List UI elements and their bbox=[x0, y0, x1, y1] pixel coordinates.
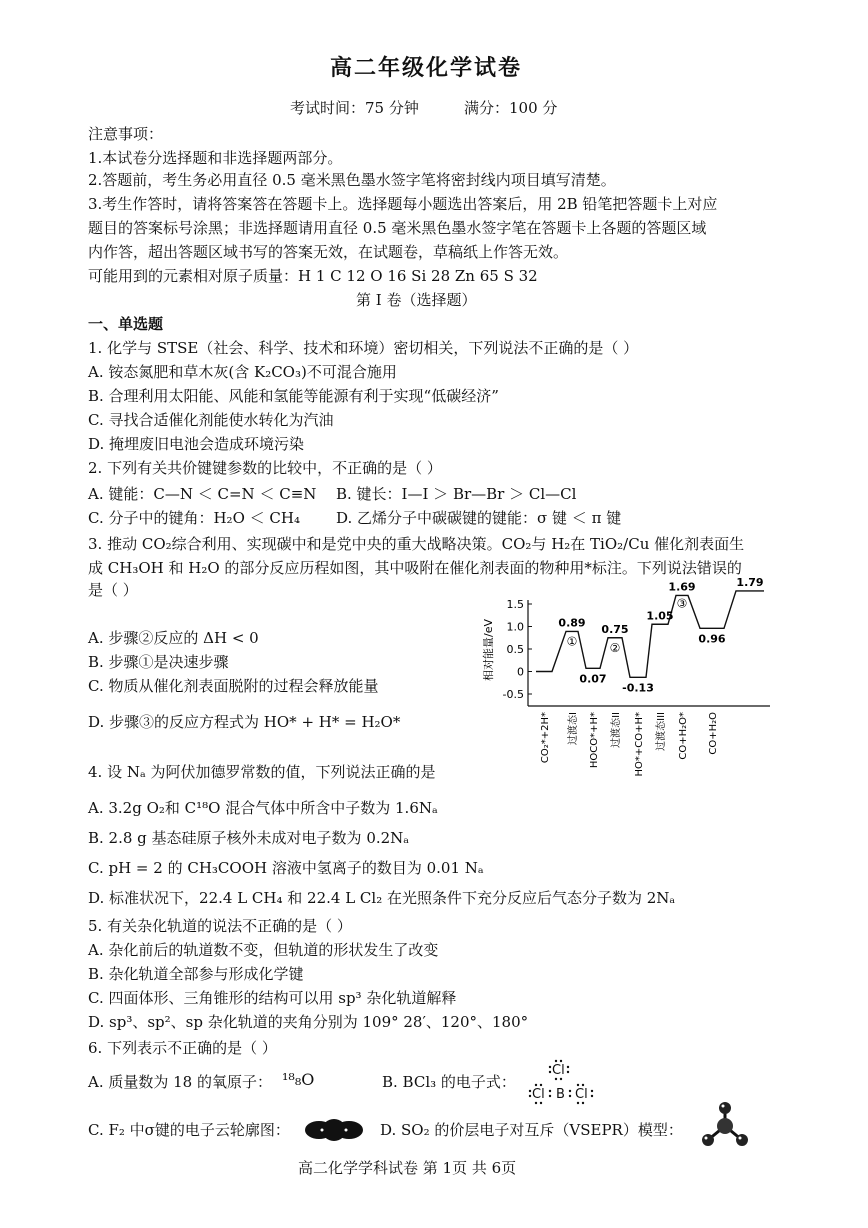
energy-value-label: 1.69 bbox=[668, 580, 696, 594]
q6-option-d: D. SO₂ 的价层电子对互斥（VSEPR）模型： bbox=[380, 1121, 683, 1139]
svg-text:Cl: Cl bbox=[552, 1063, 565, 1078]
q3-stem-line3: 是（ ） bbox=[88, 581, 138, 599]
q2-stem: 2. 下列有关共价键键参数的比较中，不正确的是（ ） bbox=[88, 459, 442, 477]
page-title: 高二年级化学试卷 bbox=[330, 55, 523, 81]
q5-stem: 5. 有关杂化轨道的说法不正确的是（ ） bbox=[88, 917, 352, 935]
x-category-label: 过渡态III bbox=[656, 712, 667, 751]
x-category-label: CO+H₂O bbox=[708, 712, 719, 755]
q3-option-d: D. 步骤③的反应方程式为 HO* + H* = H₂O* bbox=[88, 713, 401, 731]
y-tick-label: 0.5 bbox=[506, 643, 524, 656]
q4-option-b: B. 2.8 g 基态硅原子核外未成对电子数为 0.2Nₐ bbox=[88, 829, 410, 847]
energy-value-label: 0.75 bbox=[601, 622, 629, 636]
energy-value-label: -0.13 bbox=[622, 681, 654, 695]
x-category-label: 过渡态II bbox=[611, 712, 622, 748]
svg-text:B: B bbox=[556, 1087, 565, 1102]
q6-option-b: B. BCl₃ 的电子式： bbox=[382, 1073, 516, 1091]
q2-option-a: A. 键能：C—N ＜ C=N ＜ C≡N bbox=[88, 485, 317, 503]
note-1: 1.本试卷分选择题和非选择题两部分。 bbox=[88, 149, 343, 167]
energy-value-label: 1.05 bbox=[646, 609, 674, 623]
q1-option-a: A. 铵态氮肥和草木灰(含 K₂CO₃)不可混合施用 bbox=[88, 363, 397, 381]
x-category-label: HOCO*+H* bbox=[589, 712, 600, 769]
energy-value-label: 0.07 bbox=[579, 672, 607, 686]
exam-time: 考试时间：75 分钟 bbox=[290, 99, 419, 117]
step-marker: ② bbox=[609, 640, 621, 655]
q1-option-c: C. 寻找合适催化剂能使水转化为汽油 bbox=[88, 411, 334, 429]
step-marker: ③ bbox=[676, 596, 688, 611]
x-category-label: 过渡态I bbox=[568, 712, 579, 745]
q3-option-b: B. 步骤①是决速步骤 bbox=[88, 653, 229, 671]
svg-text:Cl: Cl bbox=[532, 1087, 545, 1102]
y-tick-label: 1.5 bbox=[506, 598, 524, 611]
note-3-line1: 3.考生作答时，请将答案答在答题卡上。选择题每小题选出答案后，用 2B 铅笔把答题卡上对应 bbox=[88, 195, 718, 213]
svg-text:Cl: Cl bbox=[575, 1087, 588, 1102]
y-tick-label: 0 bbox=[517, 665, 524, 679]
notes-heading: 注意事项： bbox=[88, 125, 164, 143]
q1-option-b: B. 合理利用太阳能、风能和氢能等能源有利于实现“低碳经济” bbox=[88, 387, 499, 405]
q1-stem: 1. 化学与 STSE（社会、科学、技术和环境）密切相关，下列说法不正确的是（ ） bbox=[88, 339, 639, 357]
energy-value-label: 1.79 bbox=[736, 575, 764, 589]
q2-option-b: B. 键长：I—I ＞ Br—Br ＞ Cl—Cl bbox=[336, 485, 577, 503]
q1-option-d: D. 掩埋废旧电池会造成环境污染 bbox=[88, 435, 305, 453]
energy-value-label: 0.96 bbox=[698, 632, 726, 646]
full-score: 满分：100 分 bbox=[464, 99, 558, 117]
y-axis-label: 相对能量/eV bbox=[482, 619, 495, 681]
q6-option-c: C. F₂ 中σ键的电子云轮廓图： bbox=[88, 1121, 290, 1139]
energy-value-label: 0.89 bbox=[558, 616, 586, 630]
so2-vsepr-model-icon bbox=[698, 1100, 752, 1150]
q5-option-d: D. sp³、sp²、sp 杂化轨道的夹角分别为 109° 28′、120°、180° bbox=[88, 1013, 529, 1031]
x-category-label: HO*+CO+H* bbox=[634, 712, 645, 777]
note-2: 2.答题前，考生务必用直径 0.5 毫米黑色墨水签字笔将密封线内项目填写清楚。 bbox=[88, 171, 616, 189]
q4-stem: 4. 设 Nₐ 为阿伏加德罗常数的值，下列说法正确的是 bbox=[88, 763, 436, 781]
q3-stem-line1: 3. 推动 CO₂综合利用、实现碳中和是党中央的重大战略决策。CO₂与 H₂在 TiO₂/Cu 催化剂表面生 bbox=[88, 535, 745, 553]
volume-heading: 第 I 卷（选择题） bbox=[356, 291, 477, 309]
oxygen-isotope-symbol: ¹⁸₈O bbox=[282, 1070, 315, 1089]
x-category-label: CO+H₂O* bbox=[678, 712, 689, 760]
sigma-bond-cloud-icon bbox=[304, 1118, 364, 1142]
y-tick-label: -0.5 bbox=[502, 688, 524, 701]
energy-profile-chart bbox=[478, 575, 778, 782]
q5-option-a: A. 杂化前后的轨道数不变，但轨道的形状发生了改变 bbox=[88, 941, 439, 959]
q6-stem: 6. 下列表示不正确的是（ ） bbox=[88, 1039, 277, 1057]
q5-option-c: C. 四面体形、三角锥形的结构可以用 sp³ 杂化轨道解释 bbox=[88, 989, 457, 1007]
y-tick-label: 1.0 bbox=[506, 620, 524, 634]
note-3-line3: 内作答，超出答题区域书写的答案无效，在试题卷，草稿纸上作答无效。 bbox=[88, 243, 569, 261]
q3-stem-line2: 成 CH₃OH 和 H₂O 的部分反应历程如图，其中吸附在催化剂表面的物种用*标注。下列说法错误的 bbox=[88, 559, 742, 577]
page-footer: 高二化学学科试卷 第 1页 共 6页 bbox=[298, 1159, 517, 1177]
step-marker: ① bbox=[566, 634, 578, 649]
q4-option-a: A. 3.2g O₂和 C¹⁸O 混合气体中所含中子数为 1.6Nₐ bbox=[88, 799, 438, 817]
q4-option-c: C. pH = 2 的 CH₃COOH 溶液中氢离子的数目为 0.01 Nₐ bbox=[88, 859, 484, 877]
q5-option-b: B. 杂化轨道全部参与形成化学键 bbox=[88, 965, 304, 983]
bcl3-electron-formula bbox=[528, 1058, 598, 1108]
atomic-masses: 可能用到的元素相对原子质量：H 1 C 12 O 16 Si 28 Zn 65 S 32 bbox=[88, 267, 538, 285]
part-heading: 一、单选题 bbox=[88, 315, 164, 333]
q4-option-d: D. 标准状况下，22.4 L CH₄ 和 22.4 L Cl₂ 在光照条件下充分反应后气态分子数为 2Nₐ bbox=[88, 889, 676, 907]
q3-option-a: A. 步骤②反应的 ΔH < 0 bbox=[88, 629, 259, 647]
q2-option-d: D. 乙烯分子中碳碳键的键能：σ 键 ＜ π 键 bbox=[336, 509, 622, 527]
q6-option-a: A. 质量数为 18 的氧原子： bbox=[88, 1073, 272, 1091]
note-3-line2: 题目的答案标号涂黑；非选择题请用直径 0.5 毫米黑色墨水签字笔在答题卡上各题的答题区域 bbox=[88, 219, 707, 237]
x-category-label: CO₂*+2H* bbox=[540, 712, 551, 764]
q2-option-c: C. 分子中的键角：H₂O ＜ CH₄ bbox=[88, 509, 300, 527]
q3-option-c: C. 物质从催化剂表面脱附的过程会释放能量 bbox=[88, 677, 379, 695]
